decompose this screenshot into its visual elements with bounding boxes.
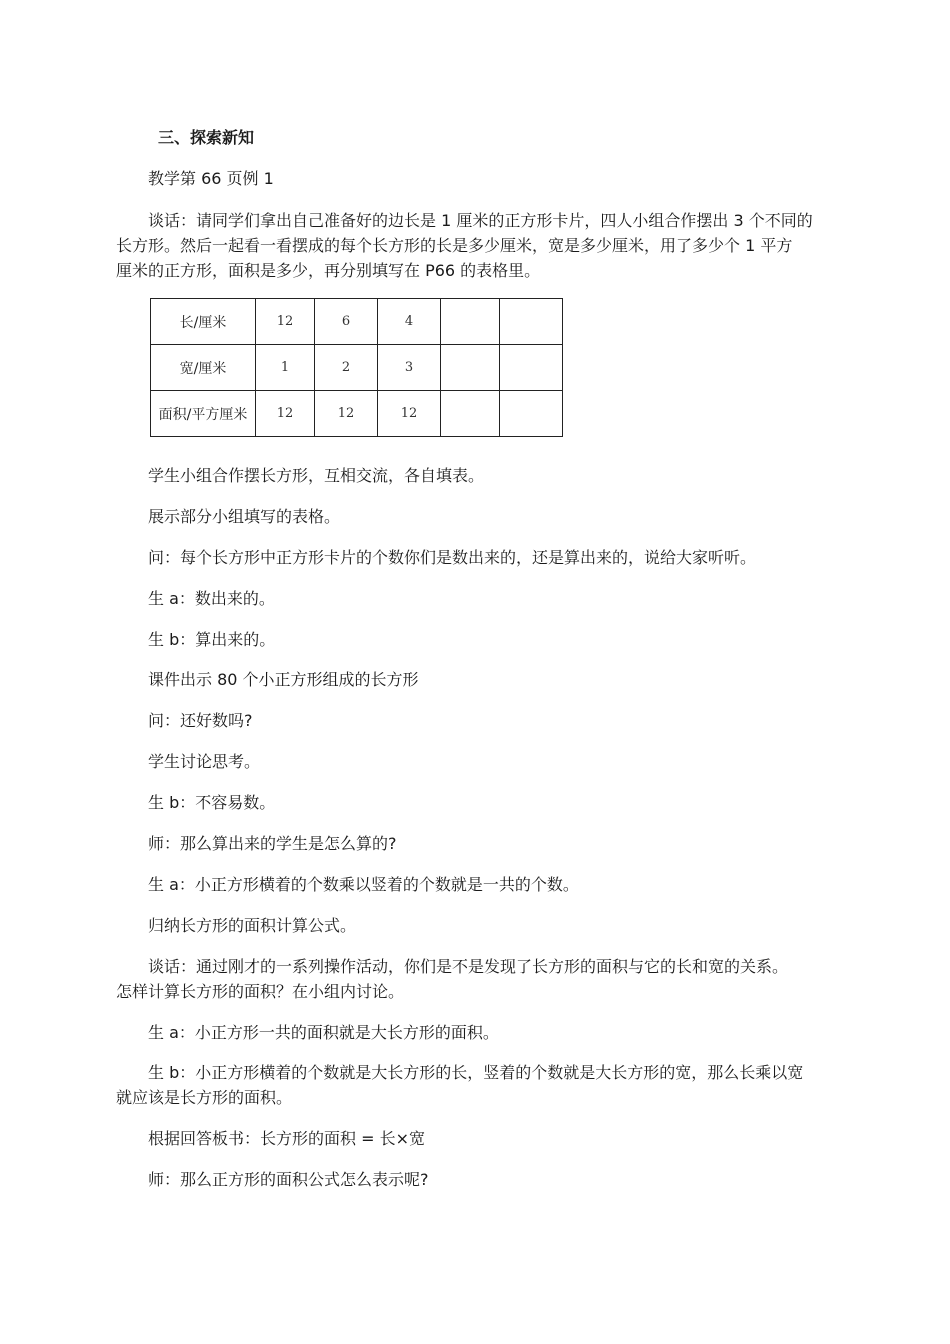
row-header: 长/厘米	[151, 299, 256, 345]
talk1-line1: 谈话：请同学们拿出自己准备好的边长是 1 厘米的正方形卡片，四人小组合作摆出 3 个不同的	[148, 211, 813, 230]
table-cell	[441, 345, 500, 391]
table-cell: 4	[378, 299, 441, 345]
paragraph-line: 生 b：不容易数。	[148, 793, 276, 812]
paragraph-line: 生 a：数出来的。	[148, 589, 275, 608]
talk1-line2: 长方形。然后一起看一看摆成的每个长方形的长是多少厘米，宽是多少厘米，用了多少个 1 平方	[116, 236, 793, 255]
table-cell: 6	[315, 299, 378, 345]
table-row	[151, 391, 563, 437]
table-row	[151, 299, 563, 345]
teacher-question: 师：那么正方形的面积公式怎么表示呢?	[148, 1170, 429, 1189]
board-note: 根据回答板书：长方形的面积 = 长×宽	[148, 1129, 425, 1148]
student-a-answer: 生 a：小正方形一共的面积就是大长方形的面积。	[148, 1023, 499, 1042]
table-cell: 12	[256, 391, 315, 437]
paragraph-line: 学生讨论思考。	[148, 752, 261, 771]
paragraph-line: 归纳长方形的面积计算公式。	[148, 916, 357, 935]
table-cell	[500, 299, 563, 345]
row-header: 宽/厘米	[151, 345, 256, 391]
paragraph-line: 师：那么算出来的学生是怎么算的?	[148, 834, 397, 853]
talk1-line3: 厘米的正方形，面积是多少，再分别填写在 P66 的表格里。	[116, 261, 541, 280]
table-cell: 12	[256, 299, 315, 345]
student-b-answer-line1: 生 b：小正方形横着的个数就是大长方形的长，竖着的个数就是大长方形的宽，那么长乘以宽	[148, 1063, 804, 1082]
paragraph-line: 学生小组合作摆长方形，互相交流，各自填表。	[148, 466, 485, 485]
table-cell: 2	[315, 345, 378, 391]
measurement-table	[150, 298, 563, 437]
row-header: 面积/平方厘米	[151, 391, 256, 437]
paragraph-line: 生 b：算出来的。	[148, 630, 276, 649]
student-b-answer-line2: 就应该是长方形的面积。	[116, 1088, 293, 1107]
paragraph-line: 问：还好数吗?	[148, 711, 253, 730]
table-cell: 1	[256, 345, 315, 391]
table-cell: 3	[378, 345, 441, 391]
table-cell	[500, 345, 563, 391]
paragraph-line: 问：每个长方形中正方形卡片的个数你们是数出来的，还是算出来的，说给大家听听。	[148, 548, 757, 567]
table-cell: 12	[315, 391, 378, 437]
paragraph-line: 展示部分小组填写的表格。	[148, 507, 341, 526]
table-cell	[441, 299, 500, 345]
talk2-line2: 怎样计算长方形的面积？在小组内讨论。	[116, 982, 405, 1001]
example-reference: 教学第 66 页例 1	[148, 169, 274, 188]
paragraph-line: 生 a：小正方形横着的个数乘以竖着的个数就是一共的个数。	[148, 875, 579, 894]
paragraph-line: 课件出示 80 个小正方形组成的长方形	[148, 670, 419, 689]
table-cell	[500, 391, 563, 437]
talk2-line1: 谈话：通过刚才的一系列操作活动，你们是不是发现了长方形的面积与它的长和宽的关系。	[148, 957, 789, 976]
table-cell	[441, 391, 500, 437]
table-cell: 12	[378, 391, 441, 437]
table-row	[151, 345, 563, 391]
section-heading: 三、探索新知	[158, 128, 255, 147]
